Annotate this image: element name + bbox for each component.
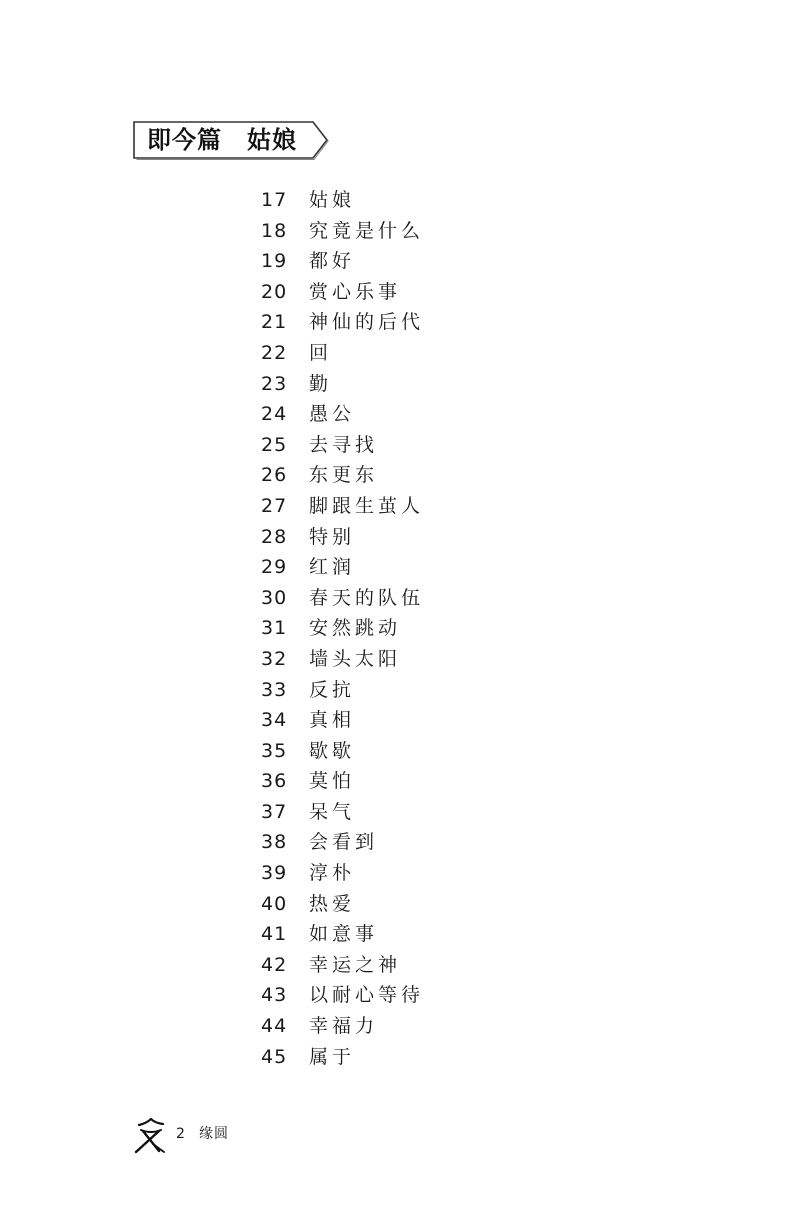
toc-entry-title: 以耐心等待 [309, 984, 425, 1007]
toc-entry [261, 338, 424, 369]
toc-entry [261, 613, 424, 644]
toc-entry-title: 神仙的后代 [309, 311, 425, 334]
toc-entry-number: 17 [261, 189, 288, 211]
toc-entry [261, 369, 424, 400]
toc-entry-number: 19 [261, 250, 288, 273]
toc-entry-title: 都好 [309, 250, 356, 273]
toc-entry [261, 522, 424, 553]
toc-entry-title: 东更东 [309, 464, 379, 487]
toc-entry [261, 1011, 424, 1042]
toc-entry [261, 216, 424, 247]
toc-entry-number: 31 [261, 617, 288, 640]
toc-entry [261, 460, 424, 491]
toc-entry [261, 736, 424, 767]
toc-entry-title: 春天的队伍 [309, 586, 425, 609]
toc-entry-title: 会看到 [309, 831, 379, 854]
toc-entry-number: 44 [261, 1015, 288, 1038]
toc-entry [261, 919, 424, 950]
toc-entry [261, 705, 424, 736]
toc-entry-number: 28 [261, 525, 288, 548]
toc-entry [261, 552, 424, 583]
section-header [133, 121, 328, 159]
toc-entry-title: 去寻找 [309, 433, 379, 456]
toc-entry-title: 脚跟生茧人 [309, 494, 425, 517]
toc-entry-title: 真相 [309, 709, 356, 732]
toc-entry [261, 950, 424, 981]
toc-entry-number: 40 [261, 892, 288, 915]
section-title: 即今篇 姑娘 [147, 126, 297, 154]
toc-entry-number: 30 [261, 586, 288, 609]
toc-entry-number: 29 [261, 556, 288, 579]
toc-entry-number: 45 [261, 1045, 288, 1068]
toc-entry-title: 反抗 [309, 678, 356, 701]
toc-entry-number: 39 [261, 862, 288, 885]
toc-entry [261, 644, 424, 675]
toc-entry-number: 27 [261, 494, 288, 517]
toc-entry-title: 愚公 [309, 403, 356, 426]
toc-entry [261, 399, 424, 430]
toc-entry-title: 热爱 [309, 892, 356, 915]
toc-entry-number: 18 [261, 219, 288, 242]
book-emblem-icon [133, 1118, 169, 1154]
toc-entry [261, 185, 424, 216]
toc-entry-title: 安然跳动 [309, 617, 402, 640]
toc-entry-number: 36 [261, 770, 288, 793]
toc-entry-number: 32 [261, 647, 288, 670]
toc-entry [261, 246, 424, 277]
toc-entry [261, 583, 424, 614]
toc-entry-number: 37 [261, 800, 288, 823]
page-number: 2 [176, 1126, 185, 1142]
toc-entry-title: 回 [309, 341, 333, 364]
page-footer [133, 1118, 333, 1154]
toc-entry-title: 幸运之神 [309, 953, 402, 976]
toc-entry-number: 38 [261, 831, 288, 854]
toc-entry-title: 幸福力 [309, 1015, 379, 1038]
toc-entry-title: 歇歇 [309, 739, 356, 762]
toc-entry [261, 797, 424, 828]
toc-entry-number: 21 [261, 311, 288, 334]
toc-entry-title: 赏心乐事 [309, 280, 402, 303]
toc-entry [261, 980, 424, 1011]
toc-entry-number: 22 [261, 341, 288, 364]
toc-entry-number: 34 [261, 709, 288, 732]
toc-entry [261, 675, 424, 706]
toc-entry-number: 25 [261, 433, 288, 456]
toc-entry-title: 呆气 [309, 800, 356, 823]
toc-entry [261, 307, 424, 338]
toc-entry-number: 43 [261, 984, 288, 1007]
toc-entry-number: 26 [261, 464, 288, 487]
footer-book-title: 缘圆 [199, 1126, 229, 1142]
table-of-contents [261, 185, 424, 1072]
toc-entry-number: 20 [261, 280, 288, 303]
toc-entry [261, 889, 424, 920]
toc-entry-title: 莫怕 [309, 770, 356, 793]
toc-entry-number: 24 [261, 403, 288, 426]
toc-entry [261, 430, 424, 461]
toc-entry [261, 277, 424, 308]
toc-entry [261, 1042, 424, 1073]
toc-entry-title: 如意事 [309, 923, 379, 946]
toc-entry-title: 属于 [309, 1045, 356, 1068]
toc-entry [261, 491, 424, 522]
toc-entry-number: 42 [261, 953, 288, 976]
toc-entry [261, 827, 424, 858]
toc-entry-title: 红润 [309, 556, 356, 579]
toc-entry-title: 淳朴 [309, 862, 356, 885]
toc-entry-title: 特别 [309, 525, 356, 548]
toc-entry-number: 41 [261, 923, 288, 946]
toc-entry [261, 858, 424, 889]
toc-entry-number: 33 [261, 678, 288, 701]
toc-entry-title: 姑娘 [309, 189, 356, 211]
toc-entry-title: 究竟是什么 [309, 219, 425, 242]
toc-entry-number: 35 [261, 739, 288, 762]
toc-entry-title: 勤 [309, 372, 333, 395]
toc-entry-title: 墙头太阳 [309, 647, 402, 670]
toc-entry-number: 23 [261, 372, 288, 395]
toc-entry [261, 766, 424, 797]
